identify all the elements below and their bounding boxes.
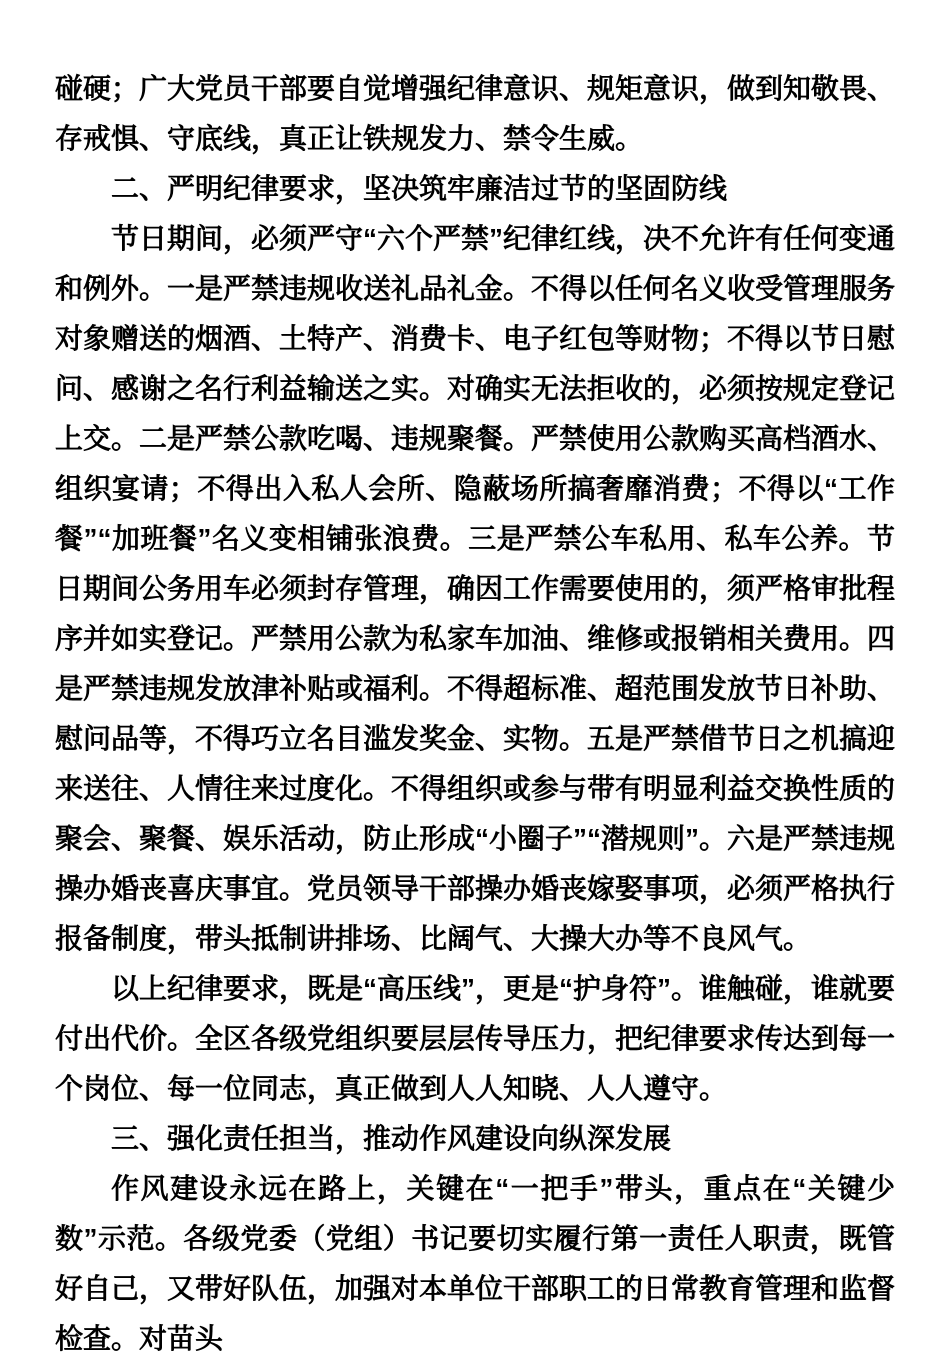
section-heading-3: 三、强化责任担当，推动作风建设向纵深发展 [111,1123,672,1154]
paragraph-responsibility-truncated: 作风建设永远在路上，关键在“一把手”带头，重点在“关键少数”示范。各级党委（党组）书记要切实履行第一责任人职责，既管好自己，又带好队伍，加强对本单位干部职工的日常教育管理和监督检查。对苗头 [55,1173,896,1354]
paragraph-warning: 以上纪律要求，既是“高压线”，更是“护身符”。谁触碰，谁就要付出代价。全区各级党组织要层层传导压力，把纪律要求传达到每一个岗位、每一位同志，真正做到人人知晓、人人遵守。 [55,973,896,1104]
paragraph-discipline-rules: 节日期间，必须严守“六个严禁”纪律红线，决不允许有任何变通和例外。一是严禁违规收送礼品礼金。不得以任何名义收受管理服务对象赠送的烟酒、土特产、消费卡、电子红包等财物；不得以节日慰问、感谢之名行利益输送之实。对确实无法拒收的，必须按规定登记上交。二是严禁公款吃喝、违规聚餐。严禁使用公款购买高档酒水、组织宴请；不得出入私人会所、隐蔽场所搞奢靡消费；不得以“工作餐”“加班餐”名义变相铺张浪费。三是严禁公车私用、私车公养。节日期间公务用车必须封存管理，确因工作需要使用的，须严格审批程序并如实登记。严禁用公款为私家车加油、维修或报销相关费用。四是严禁违规发放津补贴或福利。不得超标准、超范围发放节日补助、慰问品等，不得巧立名目滥发奖金、实物。五是严禁借节日之机搞迎来送往、人情往来过度化。不得组织或参与带有明显利益交换性质的聚会、聚餐、娱乐活动，防止形成“小圈子”“潜规则”。六是严禁违规操办婚丧喜庆事宜。党员领导干部操办婚丧嫁娶事项，必须严格执行报备制度，带头抵制讲排场、比阔气、大操大办等不良风气。 [55,223,896,954]
section-heading-2: 二、严明纪律要求，坚决筑牢廉洁过节的坚固防线 [111,173,728,204]
paragraph-continuation: 碰硬；广大党员干部要自觉增强纪律意识、规矩意识，做到知敬畏、存戒惧、守底线，真正让铁规发力、禁令生威。 [55,73,896,154]
